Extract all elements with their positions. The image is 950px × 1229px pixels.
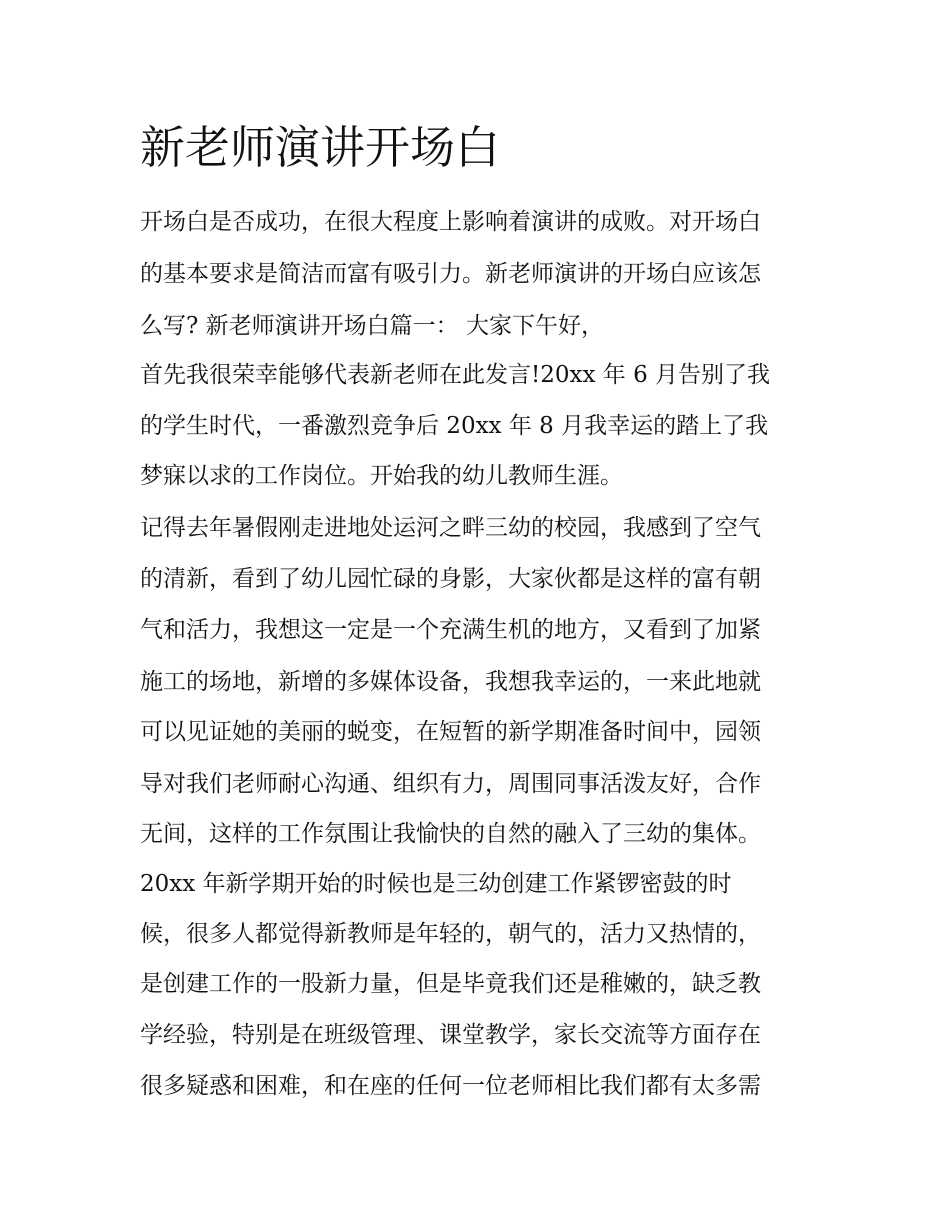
body-line: 气和活力，我想这一定是一个充满生机的地方，又看到了加紧 — [140, 617, 761, 643]
body-line: 的基本要求是简洁而富有吸引力。新老师演讲的开场白应该怎 — [140, 261, 761, 287]
body-line: 的清新，看到了幼儿园忙碌的身影，大家伙都是这样的富有朝 — [140, 566, 761, 592]
body-line: 是创建工作的一股新力量，但是毕竟我们还是稚嫩的，缺乏教 — [140, 971, 761, 997]
body-line: 么写? 新老师演讲开场白篇一： 大家下午好， — [140, 313, 604, 339]
body-line: 开场白是否成功，在很大程度上影响着演讲的成败。对开场白 — [140, 209, 761, 235]
body-line: 学经验，特别是在班级管理、课堂教学，家长交流等方面存在 — [140, 1022, 761, 1048]
body-line: 很多疑惑和困难，和在座的任何一位老师相比我们都有太多需 — [140, 1073, 761, 1099]
body-line: 无间，这样的工作氛围让我愉快的自然的融入了三幼的集体。 — [140, 821, 761, 847]
body-line: 导对我们老师耐心沟通、组织有力，周围同事活泼友好，合作 — [140, 771, 761, 797]
body-line: 首先我很荣幸能够代表新老师在此发言!20xx 年 6 月告别了我 — [140, 362, 771, 388]
body-line: 记得去年暑假刚走进地处运河之畔三幼的校园，我感到了空气 — [140, 515, 761, 541]
body-line: 施工的场地，新增的多媒体设备，我想我幸运的，一来此地就 — [140, 669, 761, 695]
body-line: 20xx 年新学期开始的时候也是三幼创建工作紧锣密鼓的时 — [140, 871, 732, 897]
body-line: 可以见证她的美丽的蜕变，在短暂的新学期准备时间中，园领 — [140, 719, 761, 745]
page-title: 新老师演讲开场白 — [140, 121, 501, 174]
body-line: 的学生时代，一番激烈竞争后 20xx 年 8 月我幸运的踏上了我 — [140, 413, 769, 439]
body-line: 候，很多人都觉得新教师是年轻的，朝气的，活力又热情的， — [140, 921, 761, 947]
body-line: 梦寐以求的工作岗位。开始我的幼儿教师生涯。 — [140, 463, 623, 489]
